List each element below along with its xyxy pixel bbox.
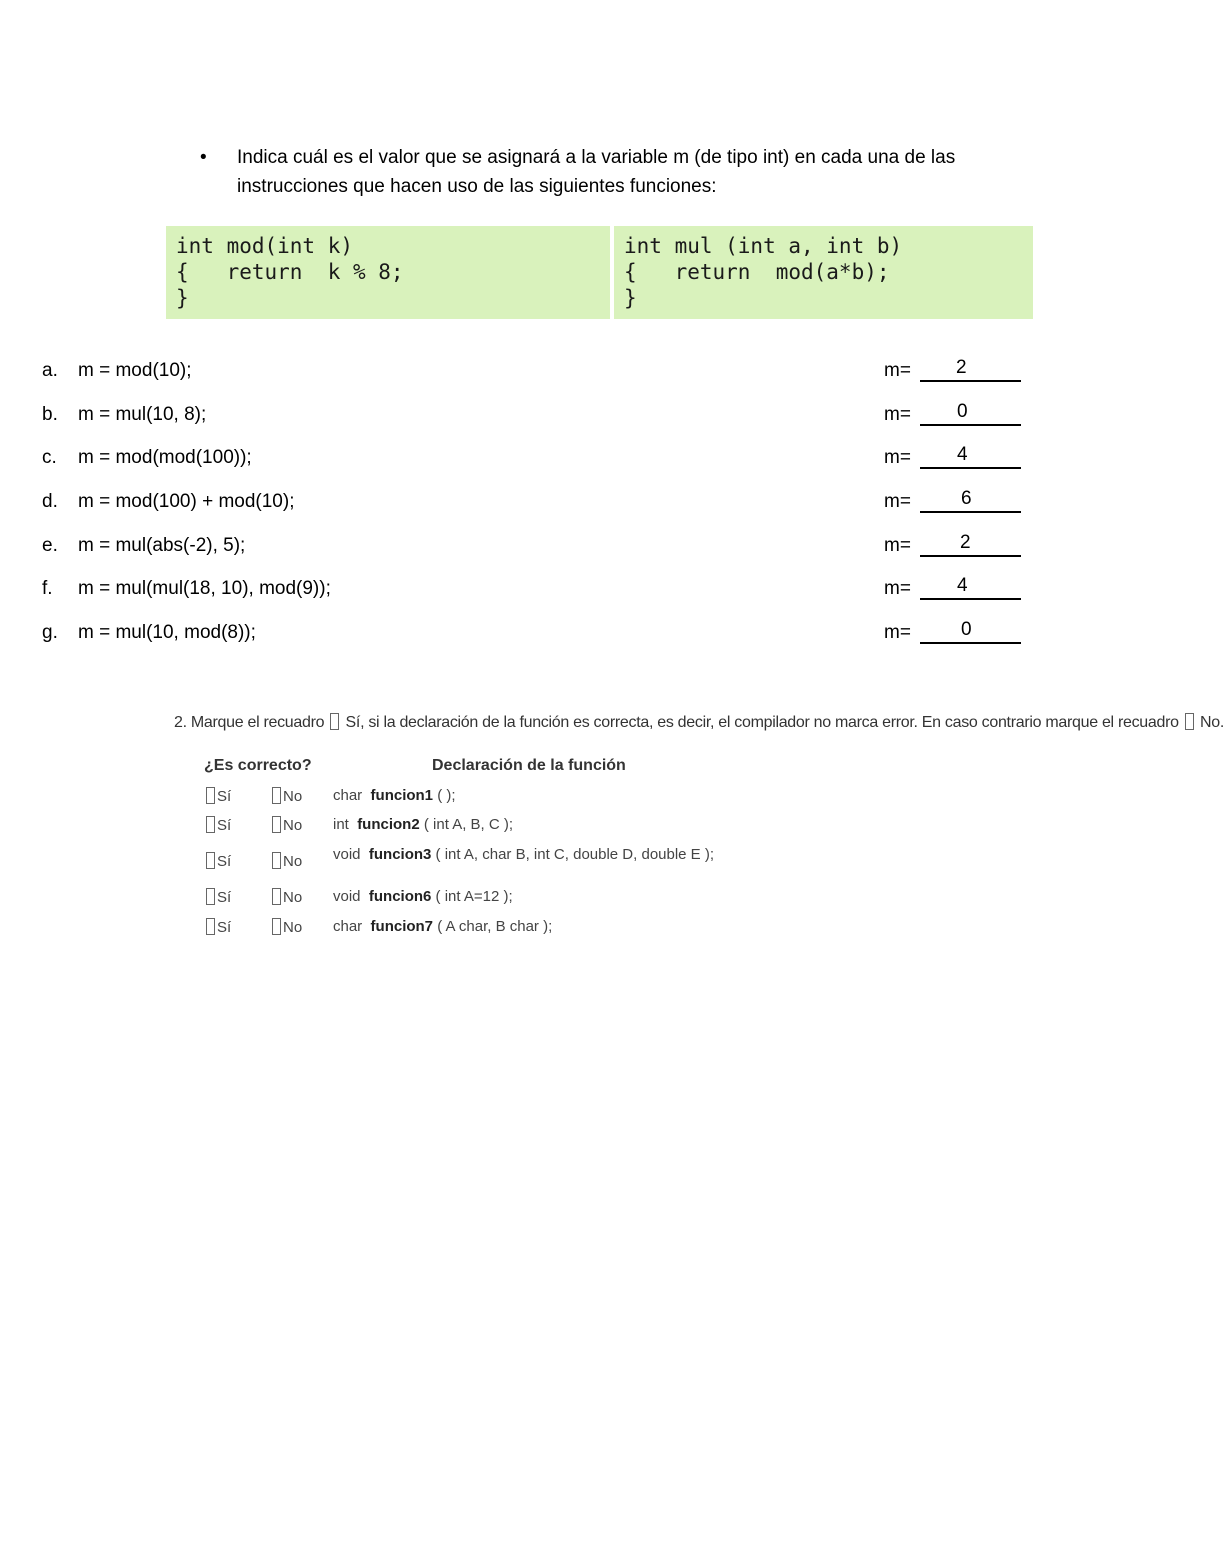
checkbox-icon[interactable] [206, 852, 215, 869]
answer-value: 4 [957, 575, 968, 596]
option-si[interactable] [204, 816, 231, 834]
checkbox-icon[interactable] [206, 816, 215, 833]
function-declaration [333, 918, 552, 935]
answer-value: 2 [956, 357, 967, 378]
option-si[interactable] [204, 888, 231, 906]
exercise-expression: m = mod(10); [78, 360, 192, 381]
option-no[interactable] [270, 816, 302, 834]
function-params: ( int A=12 ); [435, 888, 513, 905]
code-mod-function: int mod(int k) { return k % 8; } [166, 226, 610, 319]
declaration-row [204, 846, 904, 871]
answer-blank [920, 531, 1021, 557]
exercise-letter: f. [42, 578, 53, 599]
answer-label: m= [884, 622, 911, 643]
return-type: int [333, 816, 349, 833]
answer-label: m= [884, 447, 911, 468]
checkbox-icon[interactable] [206, 888, 215, 905]
function-name: funcion1 [370, 787, 434, 804]
exercise-letter: d. [42, 491, 58, 512]
option-no[interactable] [270, 852, 302, 870]
checkbox-icon [330, 713, 339, 730]
function-declaration [333, 846, 714, 863]
declaration-row [204, 888, 904, 910]
return-type: char [333, 787, 363, 804]
exercise-expression: m = mul(10, 8); [78, 404, 207, 425]
answer-value: 6 [961, 488, 972, 509]
answer-label: m= [884, 578, 911, 599]
answer-label: m= [884, 535, 911, 556]
exercise-row [42, 400, 1032, 430]
exercise-letter: e. [42, 535, 58, 556]
question-2-part3: No. [1200, 714, 1224, 731]
option-si-label: Sí [217, 788, 232, 805]
exercise-row [42, 574, 1032, 604]
exercise-expression: m = mod(mod(100)); [78, 447, 252, 468]
exercise-row [42, 487, 1032, 517]
answer-label: m= [884, 360, 911, 381]
checkbox-icon [1185, 713, 1194, 730]
option-si[interactable] [204, 787, 231, 805]
option-no-label: No [283, 853, 303, 870]
option-no[interactable] [270, 918, 302, 936]
function-params: ( A char, B char ); [437, 918, 553, 935]
option-no-label: No [283, 889, 303, 906]
checkbox-icon[interactable] [272, 888, 281, 905]
exercise-expression: m = mod(100) + mod(10); [78, 491, 295, 512]
declaration-row [204, 787, 904, 809]
return-type: void [333, 888, 361, 905]
option-no[interactable] [270, 787, 302, 805]
answer-blank [920, 574, 1021, 600]
option-no[interactable] [270, 888, 302, 906]
instructions-text: Indica cuál es el valor que se asignará a la variable m (de tipo int) en cada una de las instrucciones que hacen uso de las siguientes funciones: [237, 147, 956, 197]
return-type: void [333, 846, 361, 863]
exercise-row [42, 531, 1032, 561]
function-declaration [333, 816, 513, 833]
option-si-label: Sí [217, 817, 232, 834]
answer-value: 4 [957, 444, 968, 465]
instructions [200, 143, 1040, 201]
answer-label: m= [884, 491, 911, 512]
exercise-expression: m = mul(mul(18, 10), mod(9)); [78, 578, 331, 599]
answer-value: 0 [961, 619, 972, 640]
checkbox-icon[interactable] [206, 918, 215, 935]
declaration-row [204, 816, 904, 838]
answer-label: m= [884, 404, 911, 425]
exercise-expression: m = mul(10, mod(8)); [78, 622, 256, 643]
exercise-letter: g. [42, 622, 58, 643]
checkbox-icon[interactable] [272, 816, 281, 833]
option-no-label: No [283, 817, 303, 834]
option-no-label: No [283, 788, 303, 805]
answer-blank [920, 443, 1021, 469]
exercise-letter: a. [42, 360, 58, 381]
function-name: funcion2 [357, 816, 420, 833]
column-header-declaration: Declaración de la función [432, 757, 626, 774]
declaration-row [204, 918, 904, 940]
checkbox-icon[interactable] [272, 918, 281, 935]
answer-value: 0 [957, 401, 968, 422]
checkbox-icon[interactable] [206, 787, 215, 804]
option-si-label: Sí [217, 853, 232, 870]
return-type: char [333, 918, 363, 935]
option-no-label: No [283, 919, 303, 936]
answer-blank [920, 356, 1021, 382]
question-2-prompt [174, 713, 1224, 732]
answer-value: 2 [960, 532, 971, 553]
checkbox-icon[interactable] [272, 852, 281, 869]
question-2-part2: Sí, si la declaración de la función es correcta, es decir, el compilador no marca error. En caso contrario marque el recuadro [345, 714, 1179, 731]
exercise-letter: b. [42, 404, 58, 425]
question-2-part1: 2. Marque el recuadro [174, 714, 325, 731]
option-si[interactable] [204, 918, 231, 936]
exercise-row [42, 356, 1032, 386]
exercise-row [42, 618, 1032, 648]
function-name: funcion3 [368, 846, 432, 863]
column-header-correct: ¿Es correcto? [204, 757, 312, 774]
exercise-row [42, 443, 1032, 473]
checkbox-icon[interactable] [272, 787, 281, 804]
answer-blank [920, 618, 1021, 644]
answer-blank [920, 400, 1021, 426]
function-name: funcion7 [370, 918, 434, 935]
option-si[interactable] [204, 852, 231, 870]
option-si-label: Sí [217, 919, 232, 936]
exercise-letter: c. [42, 447, 57, 468]
function-params: ( int A, char B, int C, double D, double E ); [435, 846, 715, 863]
function-name: funcion6 [368, 888, 432, 905]
function-declaration [333, 888, 513, 905]
answer-blank [920, 487, 1021, 513]
bullet: • [200, 147, 207, 168]
function-params: ( ); [437, 787, 456, 804]
exercise-expression: m = mul(abs(-2), 5); [78, 535, 246, 556]
code-mul-function: int mul (int a, int b) { return mod(a*b); } [614, 226, 1033, 319]
function-params: ( int A, B, C ); [423, 816, 514, 833]
option-si-label: Sí [217, 889, 232, 906]
function-declaration [333, 787, 456, 804]
